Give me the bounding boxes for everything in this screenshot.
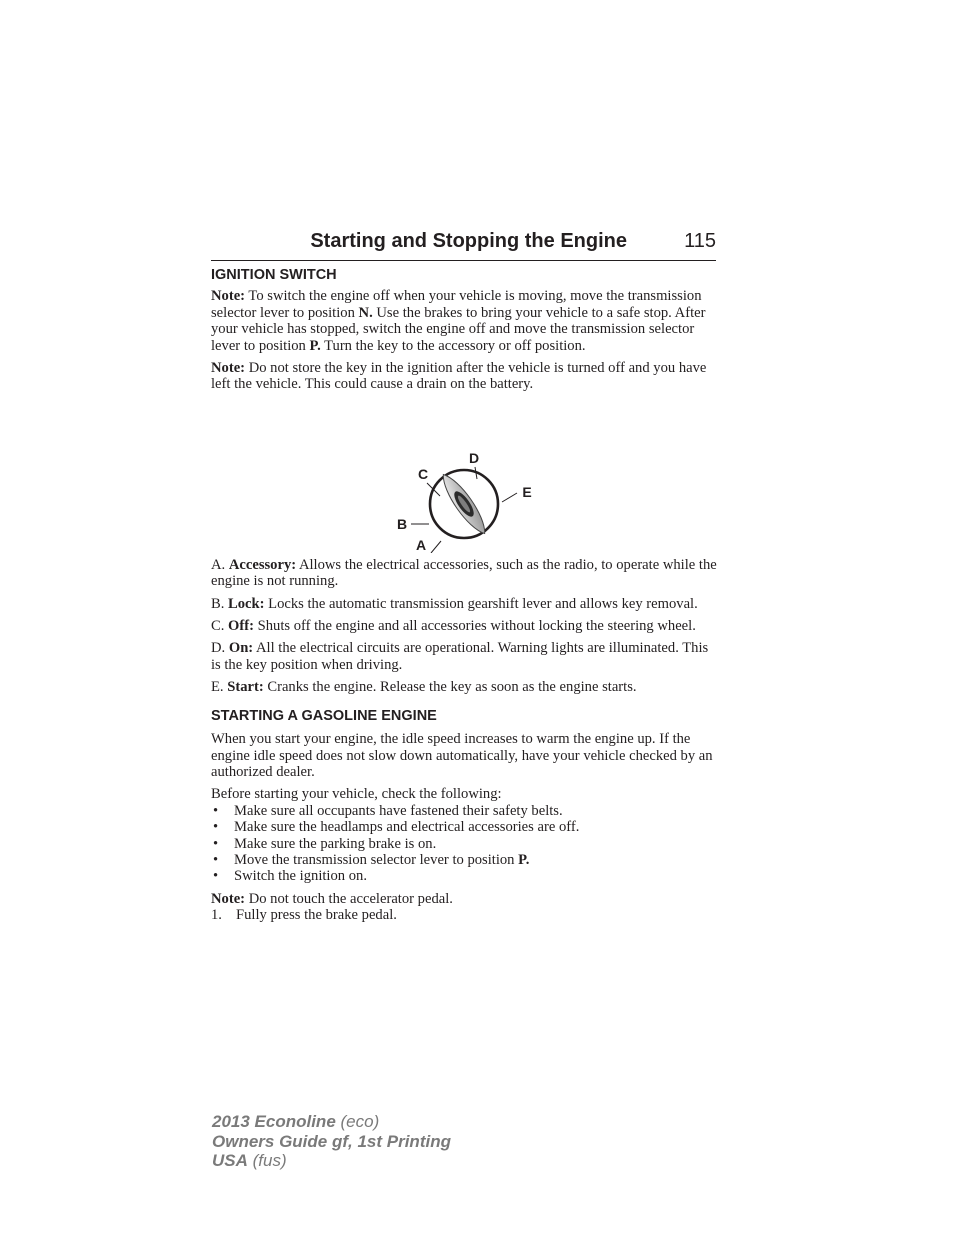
note-text: Do not touch the accelerator pedal. (245, 890, 453, 907)
note-switch-engine-off (211, 288, 719, 354)
position-name: On: (228, 640, 254, 657)
figure-label-c: C (417, 465, 429, 482)
position-name: Lock: (228, 595, 265, 612)
figure-label-a: A (415, 536, 427, 553)
list-item-text: Make sure all occupants have fastened their safety belts. (234, 802, 563, 819)
position-letter: C. (211, 618, 229, 635)
note-label: Note: (211, 890, 246, 907)
position-item-off (211, 618, 719, 634)
figure-label-b: B (396, 515, 408, 532)
note-label: Note: (211, 360, 246, 377)
position-description: All the electrical circuits are operational. Warning lights are illuminated. This is the key position when driving. (211, 640, 709, 673)
ignition-switch-figure (211, 407, 719, 553)
bullet-icon: • (213, 851, 219, 868)
note-key-storage (211, 360, 719, 393)
leader-line-e (502, 493, 517, 502)
position-p: P. (518, 851, 530, 868)
position-description: Cranks the engine. Release the key as soon as the engine starts. (263, 679, 637, 696)
bullet-icon: • (213, 868, 219, 885)
note-text: Do not store the key in the ignition after the vehicle is turned off and you have left the vehicle. This could cause a drain on the battery. (211, 360, 707, 393)
bullet-icon: • (213, 819, 219, 836)
list-item (211, 836, 719, 852)
pre-start-checklist (211, 803, 719, 885)
position-description: Locks the automatic transmission gearshift lever and allows key removal. (264, 595, 698, 612)
position-name: Accessory: (228, 556, 297, 573)
section-heading-ignition-switch: IGNITION SWITCH (211, 267, 337, 283)
page-content (211, 267, 719, 924)
list-item-text: Move the transmission selector lever to position (234, 851, 519, 868)
position-item-accessory (211, 557, 719, 590)
step-item (211, 907, 719, 923)
position-item-on (211, 640, 719, 673)
footer-model-line (212, 1112, 451, 1132)
list-item-text: Switch the ignition on. (234, 868, 367, 885)
position-letter: B. (211, 595, 229, 612)
list-item-text: Make sure the parking brake is on. (234, 835, 437, 852)
footer-guide-line: Owners Guide gf, 1st Printing (212, 1131, 451, 1151)
bullet-icon: • (213, 802, 219, 819)
page-header (211, 228, 716, 261)
page-footer (212, 1112, 451, 1171)
list-item (211, 868, 719, 884)
note-text: Turn the key to the accessory or off position. (320, 337, 586, 354)
footer-model: 2013 Econoline (212, 1112, 336, 1131)
position-description: Allows the electrical accessories, such as the radio, to operate while the engine is not running. (211, 556, 717, 590)
position-letter: E. (211, 679, 228, 696)
position-name: Start: (227, 679, 264, 696)
footer-model-code: (eco) (335, 1112, 380, 1131)
footer-market: USA (212, 1151, 248, 1170)
note-label: Note: (211, 288, 246, 305)
position-description: Shuts off the engine and all accessories without locking the steering wheel. (253, 618, 696, 635)
starting-intro: When you start your engine, the idle speed increases to warm the engine up. If the engine idle speed does not slow down automatically, have your vehicle checked by an authorized dealer. (211, 731, 713, 780)
step-number: 1. (211, 907, 222, 924)
page-number: 115 (684, 230, 716, 252)
position-item-lock (211, 596, 719, 612)
bullet-icon: • (213, 835, 219, 852)
list-item (211, 819, 719, 835)
position-name: Off: (228, 618, 254, 635)
figure-label-e: E (522, 483, 532, 500)
list-item (211, 803, 719, 819)
footer-market-line (212, 1151, 451, 1171)
list-item-text: Make sure the headlamps and electrical accessories are off. (234, 819, 580, 836)
leader-line-a (431, 541, 441, 553)
check-intro: Before starting your vehicle, check the following: (211, 786, 502, 803)
note-text: Use the brakes to bring your vehicle to a safe stop. After your vehicle has stopped, switch the engine off and move the transmission selector lever to position (211, 304, 706, 354)
page-title: Starting and Stopping the Engine (310, 230, 627, 252)
position-letter: D. (211, 640, 229, 657)
figure-label-d: D (468, 449, 480, 466)
ignition-switch-diagram (211, 407, 719, 553)
position-letter: A. (211, 556, 229, 573)
position-p: P. (309, 337, 321, 354)
list-item (211, 852, 719, 868)
section-heading-starting-gasoline-engine: STARTING A GASOLINE ENGINE (211, 707, 437, 724)
step-text: Fully press the brake pedal. (236, 907, 397, 924)
note-text: To switch the engine off when your vehicle is moving, move the transmission selector lever to position (211, 288, 702, 321)
position-n: N. (358, 304, 373, 321)
note-accelerator (211, 891, 719, 907)
position-item-start (211, 679, 719, 695)
footer-market-code: (fus) (247, 1151, 287, 1170)
